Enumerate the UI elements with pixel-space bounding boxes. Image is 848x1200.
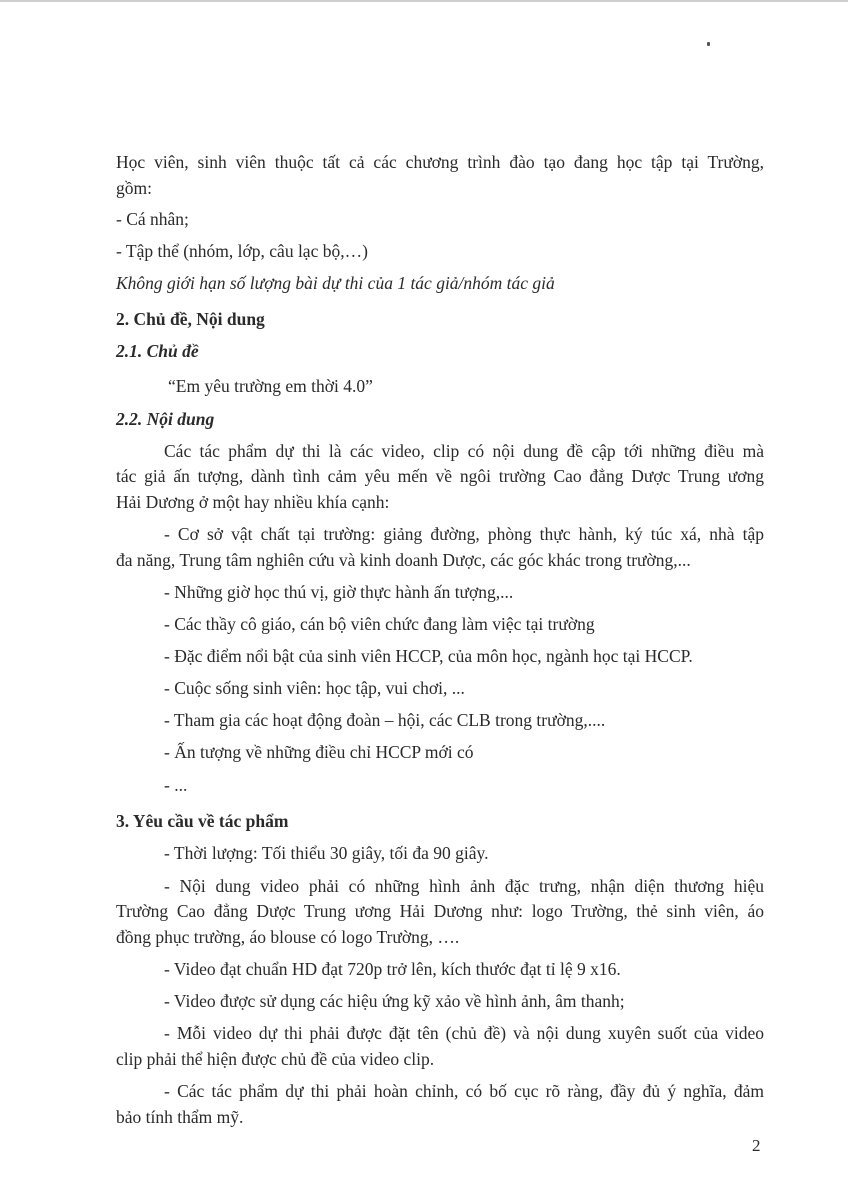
content-line-1: Các tác phẩm dự thi là các video, clip có nội dung đề cập tới những điều mà	[164, 441, 764, 461]
bullet-individual: - Cá nhân;	[116, 209, 189, 229]
heading-3: 3. Yêu cầu về tác phẩm	[116, 811, 289, 831]
bullet-activities: - Tham gia các hoạt động đoàn – hội, các CLB trong trường,....	[164, 710, 606, 730]
req-hd: - Video đạt chuẩn HD đạt 720p trở lên, kích thước đạt tỉ lệ 9 x16.	[164, 959, 621, 979]
participants-line-2: gồm:	[116, 178, 152, 198]
bullet-features: - Đặc điểm nổi bật của sinh viên HCCP, của môn học, ngành học tại HCCP.	[164, 646, 693, 666]
heading-2-1: 2.1. Chủ đề	[116, 341, 199, 361]
req-content-line-3: đồng phục trường, áo blouse có logo Trường, ….	[116, 927, 460, 947]
heading-2-2: 2.2. Nội dung	[116, 409, 215, 429]
bullet-facility-line-1: - Cơ sở vật chất tại trường: giảng đường, phòng thực hành, ký túc xá, nhà tập	[164, 524, 764, 544]
req-content-line-1: - Nội dung video phải có những hình ảnh đặc trưng, nhận diện thương hiệu	[164, 876, 764, 896]
bullet-student-life: - Cuộc sống sinh viên: học tập, vui chơi, ...	[164, 678, 465, 698]
req-complete-line-2: bảo tính thẩm mỹ.	[116, 1107, 244, 1127]
bullet-group: - Tập thể (nhóm, lớp, câu lạc bộ,…)	[116, 241, 368, 261]
bullet-lessons: - Những giờ học thú vị, giờ thực hành ấn tượng,...	[164, 582, 514, 602]
content-line-3: Hải Dương ở một hay nhiều khía cạnh:	[116, 492, 390, 512]
req-effects: - Video được sử dụng các hiệu ứng kỹ xảo về hình ảnh, âm thanh;	[164, 991, 625, 1011]
page-number: 2	[752, 1136, 761, 1155]
bullet-etc: - ...	[164, 775, 188, 795]
scan-top-edge	[0, 0, 848, 2]
scan-mark	[707, 42, 710, 46]
req-complete-line-1: - Các tác phẩm dự thi phải hoàn chỉnh, có bố cục rõ ràng, đầy đủ ý nghĩa, đảm	[164, 1081, 764, 1101]
content-line-2: tác giả ấn tượng, dành tình cảm yêu mến về ngôi trường Cao đẳng Dược Trung ương	[116, 466, 764, 486]
note-unlimited: Không giới hạn số lượng bài dự thi của 1 tác giả/nhóm tác giả	[116, 273, 555, 293]
theme-quote: “Em yêu trường em thời 4.0”	[168, 376, 373, 396]
participants-line-1: Học viên, sinh viên thuộc tất cả các chương trình đào tạo đang học tập tại Trường,	[116, 152, 764, 172]
heading-2: 2. Chủ đề, Nội dung	[116, 309, 265, 329]
req-content-line-2: Trường Cao đẳng Dược Trung ương Hải Dương như: logo Trường, thẻ sinh viên, áo	[116, 901, 764, 921]
req-duration: - Thời lượng: Tối thiểu 30 giây, tối đa 90 giây.	[164, 843, 489, 863]
req-title-line-2: clip phải thể hiện được chủ đề của video clip.	[116, 1049, 435, 1069]
bullet-teachers: - Các thầy cô giáo, cán bộ viên chức đang làm việc tại trường	[164, 614, 595, 634]
req-title-line-1: - Mỗi video dự thi phải được đặt tên (chủ đề) và nội dung xuyên suốt của video	[164, 1023, 764, 1043]
bullet-facility-line-2: đa năng, Trung tâm nghiên cứu và kinh doanh Dược, các góc khác trong trường,...	[116, 550, 691, 570]
bullet-impressions: - Ấn tượng về những điều chỉ HCCP mới có	[164, 742, 474, 762]
